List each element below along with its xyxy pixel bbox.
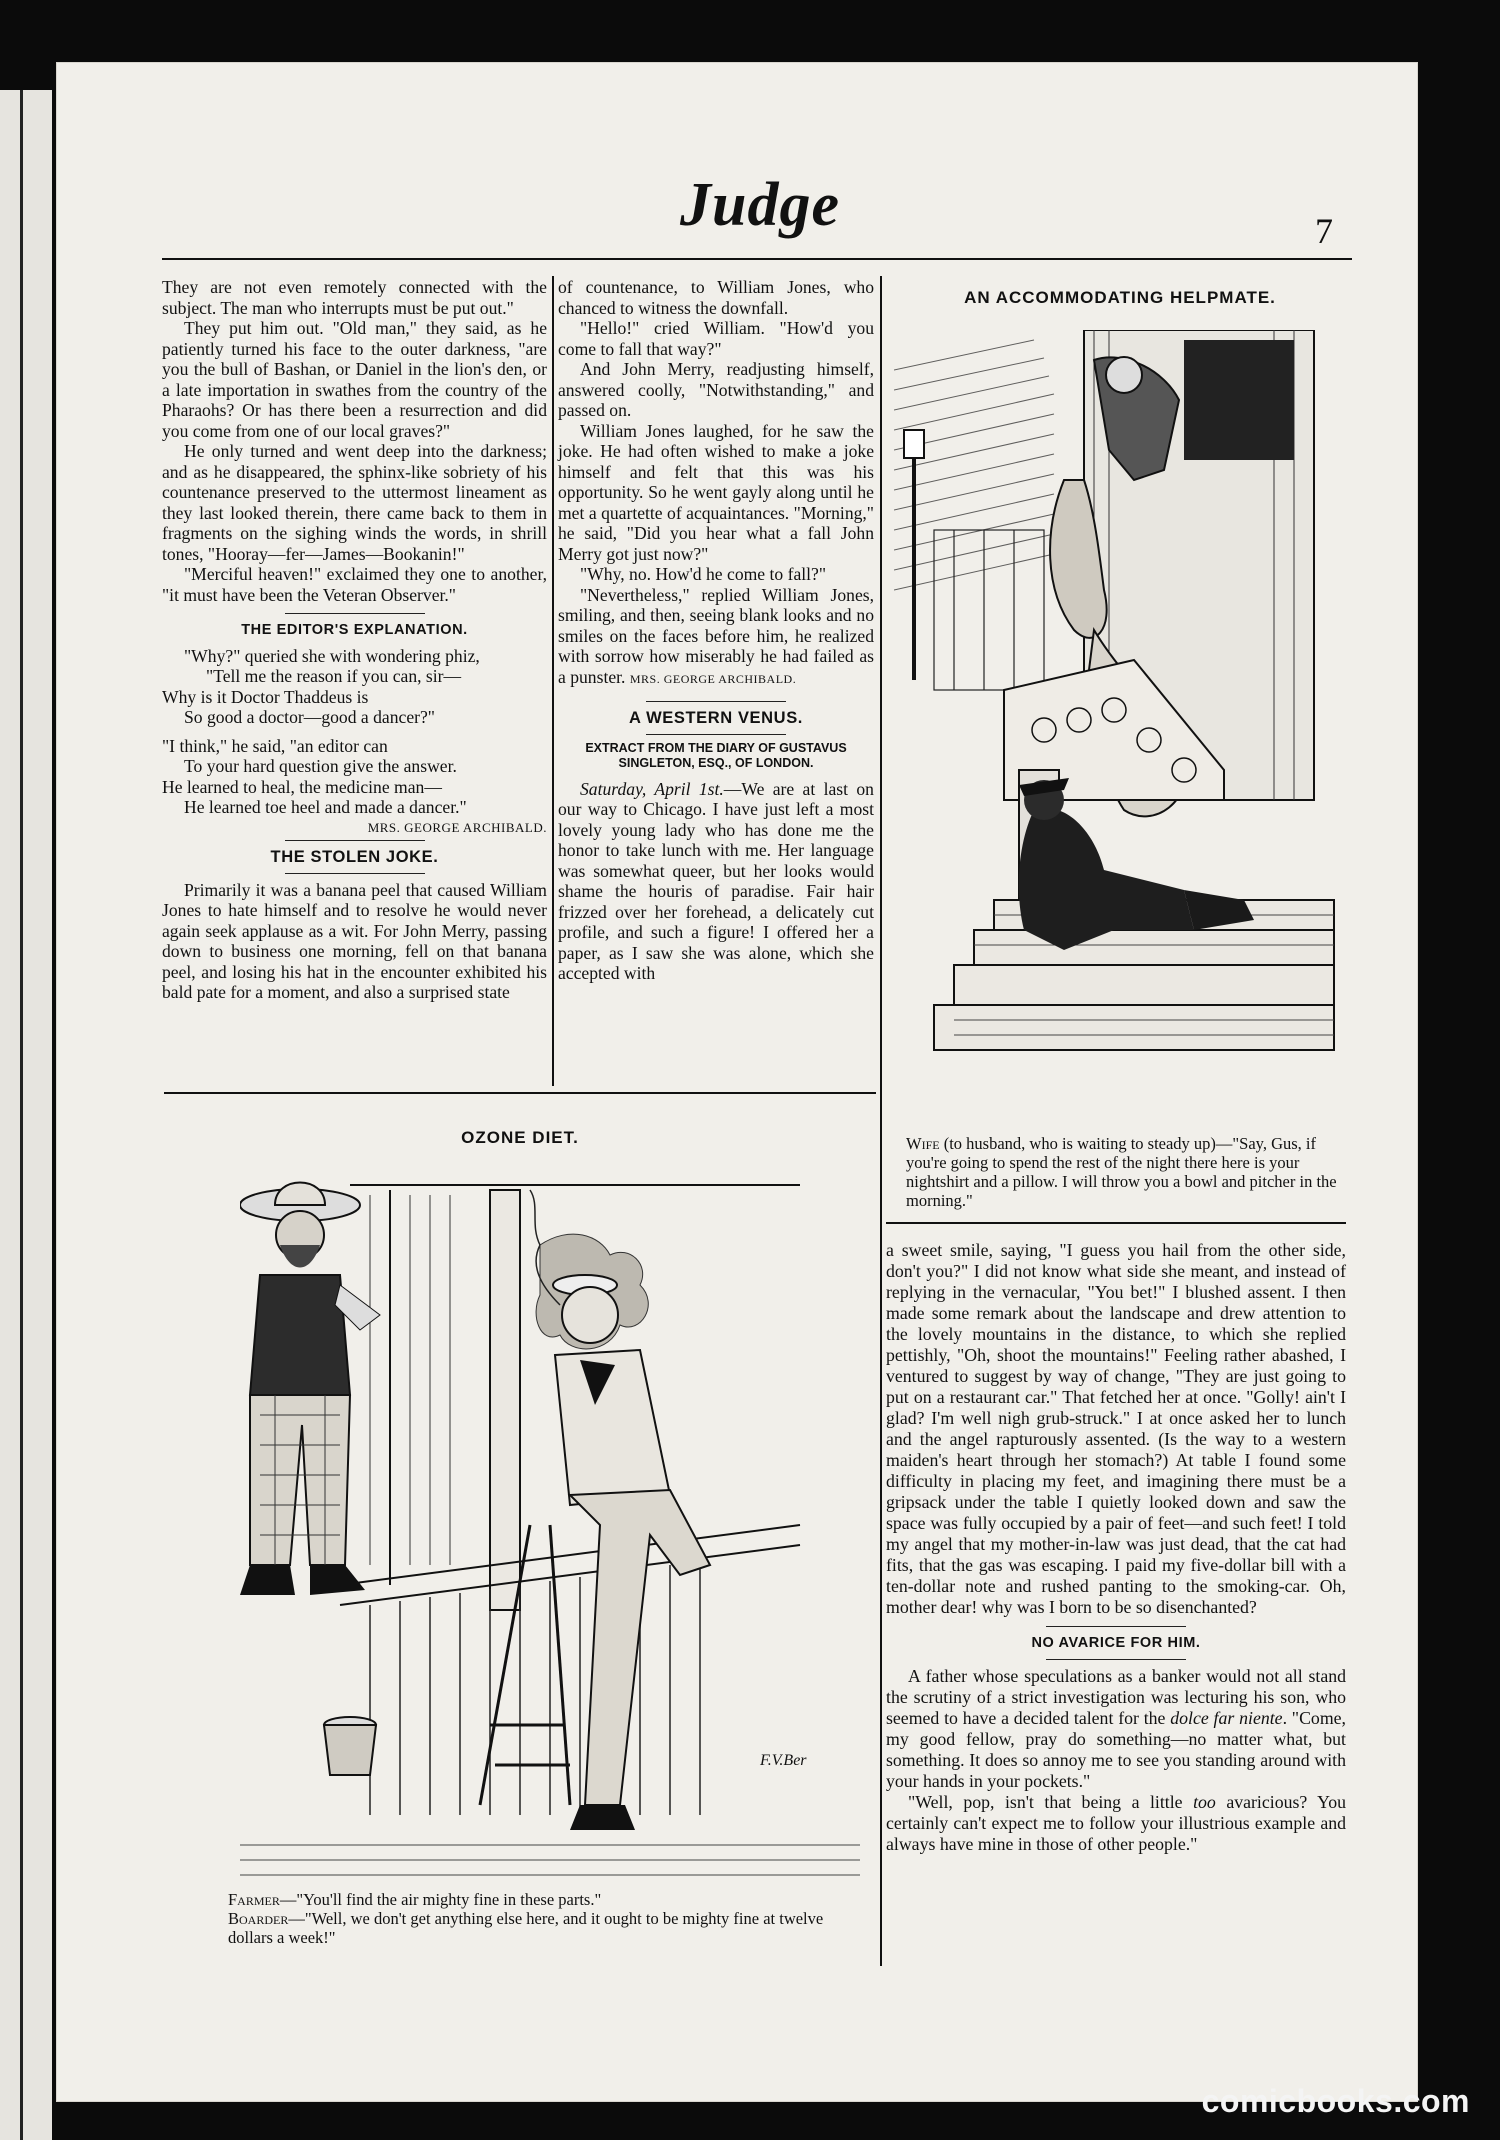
stolen-joke-heading: THE STOLEN JOKE. <box>270 848 439 866</box>
right-para-2b: . "Come, my good fellow, pray do something—no matter what, but something. It does so annoy me to see you standing around with your hands in your pockets." <box>886 1708 1346 1791</box>
spine-edge <box>20 90 23 2140</box>
right-para-3-italic: too <box>1193 1792 1216 1812</box>
mid-para-6-text: "Nevertheless," replied William Jones, smiling, and then, seeing blank looks and no smiles on the faces before him, he realized with sorrow how miserably he had failed as a punster. <box>558 584 874 687</box>
ozone-caption-line-2 <box>228 1909 868 1947</box>
western-venus-heading: A WESTERN VENUS. <box>628 709 803 727</box>
right-para-1: a sweet smile, saying, "I guess you hail from the other side, don't you?" I did not know what side she meant, and instead of replying in the vernacular, "You bet!" I blushed assent. I then made some remark about the landscape and drew attention to the lovely mountains in the distance, to which she replied pettishly, "Oh, shoot the mountains!" Feeling rather abashed, I ventured to suggest by way of change, "They are just going to put on a restaurant car." That fetched her at once. "Golly! ain't I glad? I'm well nigh grub-struck." I at once asked her to lunch and the angel rapturously assented. (Is the way to a western maiden's heart through her stomach?) At table I found some difficulty in placing my feet, and imagining there must be a gripsack under the table I quietly looked down and saw the space was fully occupied by a pair of feet—and such feet! I told my angel that my mother-in-law was just dead, that the cat had fits, that the gas was escaping. I paid my five-dollar bill with a ten-dollar note and rushed panting to the smoking-car. Oh, mother dear! why was I born to be so disenchanted? <box>886 1240 1346 1617</box>
mid-para-4: William Jones laughed, for he saw the joke. He had often wished to make a joke himself and felt that this was his opportunity. So he went gayly along until he met a quartette of acquaintances. "Morning," he said, "Did you hear what a fall John Merry got just now?" <box>558 420 874 564</box>
verse <box>162 646 547 818</box>
mid-para-5: "Why, no. How'd he come to fall?" <box>580 564 827 584</box>
page-number: 7 <box>1315 211 1333 251</box>
left-para-2: They put him out. "Old man," they said, as he patiently turned his face to the outer darkness, "are you the bull of Bashan, or Daniel in the lion's den, or a late importation in swathes from the country of the Pharaohs? Or has there been a resurrection and did you come from one of our local graves?" <box>162 318 547 441</box>
separator <box>285 873 425 874</box>
left-para-4: "Merciful heaven!" exclaimed they one to another, "it must have been the Veteran Observer." <box>162 564 547 605</box>
ozone-title: OZONE DIET. <box>461 1128 579 1147</box>
right-section-rule <box>886 1222 1346 1224</box>
verse-line: "Tell me the reason if you can, sir— <box>206 666 462 686</box>
mid-para-7-text: —We are at last on our way to Chicago. I have just left a most lovely young lady who has done me the honor to take lunch with me. Her language was somewhat queer, but her looks would shame the houris of paradise. Fair hair frizzed over her forehead, a delicately cut profile, and such a figure! I offered her a paper, as I saw she was alone, which she accepted with <box>558 778 874 983</box>
right-para-2-italic: dolce far niente <box>1170 1708 1283 1728</box>
right-para-2a: A father whose speculations as a banker would not all stand the scrutiny of a strict investigation was lecturing his son, who seemed to have a decided talent for the <box>886 1666 1346 1728</box>
ozone-caption <box>228 1890 868 1947</box>
right-para-3 <box>886 1792 1346 1855</box>
avarice-heading: NO AVARICE FOR HIM. <box>1031 1635 1201 1651</box>
right-column <box>886 1240 1346 1855</box>
right-para-3b: avaricious? You certainly can't expect me to follow your illustrious example and always have mine in those of other people." <box>886 1792 1346 1854</box>
site-watermark: comicbooks.com <box>1201 2083 1470 2119</box>
left-column <box>162 277 547 1003</box>
right-para-3a: "Well, pop, isn't that being a little <box>908 1792 1194 1812</box>
masthead-rule <box>162 258 1352 260</box>
helpmate-caption <box>906 1134 1346 1210</box>
artist-signature: F.V.Ber <box>760 1752 807 1769</box>
masthead-title: Judge <box>680 171 840 239</box>
ozone-drawing <box>240 1165 860 1885</box>
ozone-caption-line-1 <box>228 1890 868 1909</box>
helpmate-drawing <box>894 330 1344 1130</box>
author-signature: MRS. GEORGE ARCHIBALD. <box>629 671 797 686</box>
book-spine <box>0 90 52 2140</box>
section-rule-bottom <box>164 1092 876 1094</box>
separator <box>646 734 786 735</box>
helpmate-title: AN ACCOMMODATING HELPMATE. <box>964 288 1276 307</box>
editor-heading: THE EDITOR'S EXPLANATION. <box>241 622 468 638</box>
middle-column <box>558 277 874 984</box>
caption-speaker-boarder: Boarder <box>228 1909 289 1928</box>
left-para-1: They are not even remotely connected with the subject. The man who interrupts must be put out." <box>162 277 547 318</box>
verse-line: He learned to heal, the medicine man— <box>162 776 442 797</box>
helpmate-caption-text: (to husband, who is waiting to steady up)—"Say, Gus, if you're going to spend the rest of the night there here is your nightshirt and a pillow. I will throw you a bowl and pitcher in the morning." <box>906 1134 1337 1210</box>
verse-line: He learned toe heel and made a dancer." <box>184 797 467 817</box>
caption-speaker-farmer: Farmer <box>228 1890 280 1909</box>
ozone-caption-2: —"Well, we don't get anything else here, and it ought to be mighty fine at twelve dollars a week!" <box>228 1909 824 1947</box>
western-venus-subhead: EXTRACT FROM THE DIARY OF GUSTAVUS SINGLETON, ESQ., OF LONDON. <box>585 740 847 770</box>
verse-line: "I think," he said, "an editor can <box>162 735 388 756</box>
left-para-5: Primarily it was a banana peel that caused William Jones to hate himself and to resolve he would never again seek applause as a wit. For John Merry, passing down to business one morning, fell on that banana peel, and losing his hat in the encounter exhibited his bald pate for a moment, and also a surprised state <box>162 879 547 1002</box>
author-signature: MRS. GEORGE ARCHIBALD. <box>367 819 547 835</box>
separator <box>1046 1626 1186 1627</box>
mid-para-1: of countenance, to William Jones, who chanced to witness the downfall. <box>558 277 874 318</box>
caption-speaker-wife: Wife <box>906 1134 940 1153</box>
separator <box>646 701 786 702</box>
mid-para-3: And John Merry, readjusting himself, answered coolly, "Notwithstanding," and passed on. <box>558 359 874 420</box>
separator <box>285 840 425 841</box>
mid-para-6 <box>558 585 874 690</box>
right-para-2 <box>886 1666 1346 1792</box>
ozone-caption-1: —"You'll find the air mighty fine in these parts." <box>279 1890 602 1909</box>
mid-para-7 <box>558 779 874 984</box>
mid-para-2: "Hello!" cried William. "How'd you come to fall that way?" <box>558 318 874 359</box>
verse-line: Why is it Doctor Thaddeus is <box>162 686 369 707</box>
verse-line: To your hard question give the answer. <box>184 756 457 776</box>
verse-line: So good a doctor—good a dancer?" <box>184 707 435 727</box>
left-para-3: He only turned and went deep into the darkness; and as he disappeared, the sphinx-like sobriety of his countenance preserved to the uttermost lineament as they last looked therein, there came back to them in fragments on the sighing winds the words, in shrill tones, "Hooray—fer—James—Bookanin!" <box>162 441 547 564</box>
column-rule-2 <box>880 276 882 1966</box>
verse-line: "Why?" queried she with wondering phiz, <box>184 645 480 666</box>
separator <box>285 613 425 614</box>
diary-date: Saturday, April 1st. <box>580 778 724 799</box>
separator <box>1046 1659 1186 1660</box>
column-rule-1 <box>552 276 554 1086</box>
ozone-illustration <box>240 1165 860 1885</box>
helpmate-illustration <box>894 330 1344 1130</box>
